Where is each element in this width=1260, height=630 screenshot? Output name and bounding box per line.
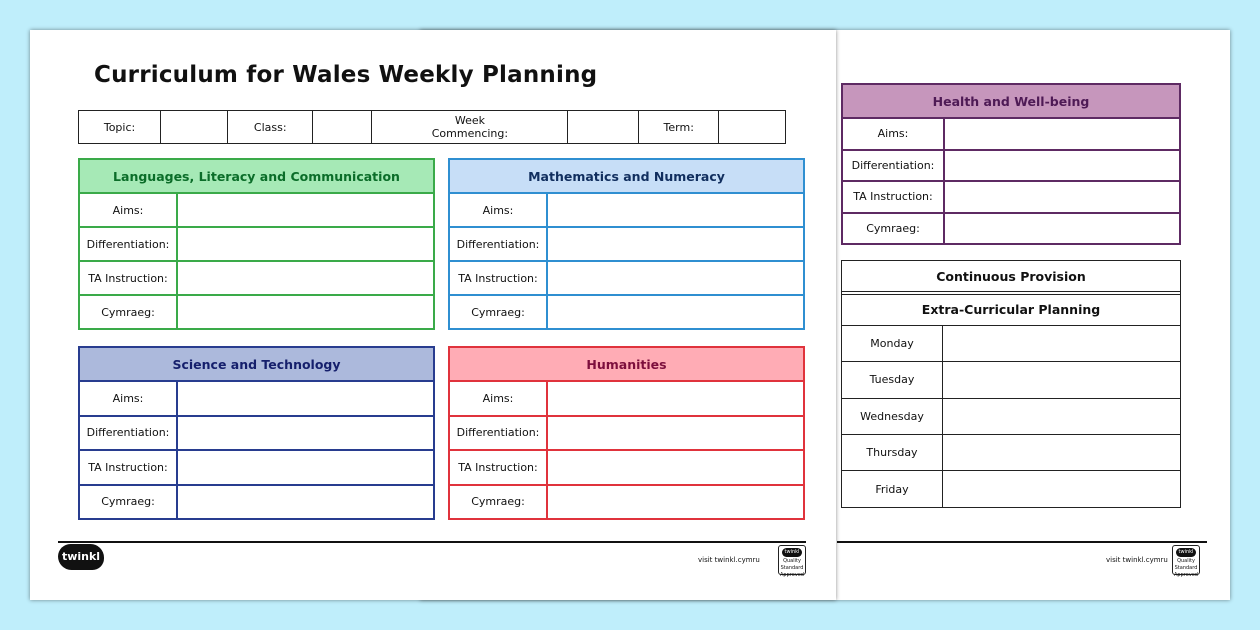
- maths-aims-cell[interactable]: [547, 193, 804, 227]
- science-table: [78, 346, 435, 520]
- visit-link[interactable]: visit twinkl.cymru: [698, 556, 760, 564]
- health-wellbeing-section: [841, 83, 1181, 245]
- humanities-differentiation-cell[interactable]: [547, 416, 804, 451]
- day-cell-friday[interactable]: [943, 471, 1181, 508]
- health-differentiation-cell[interactable]: [944, 150, 1180, 182]
- maths-table: [448, 158, 805, 330]
- health-wellbeing-table: [841, 83, 1181, 245]
- day-cell-tuesday[interactable]: [943, 362, 1181, 398]
- maths-ta-instruction-cell[interactable]: [547, 261, 804, 295]
- cymraeg-label: Cymraeg:: [79, 485, 177, 520]
- llc-differentiation-cell[interactable]: [177, 227, 434, 261]
- differentiation-label: Differentiation:: [842, 150, 944, 182]
- day-cell-monday[interactable]: [943, 325, 1181, 361]
- header-info-table: [78, 110, 786, 144]
- humanities-ta-instruction-cell[interactable]: [547, 450, 804, 485]
- cymraeg-label: Cymraeg:: [449, 485, 547, 520]
- badge-caption: Quality Standard Approved: [780, 558, 804, 578]
- aims-label: Aims:: [79, 193, 177, 227]
- maths-title: Mathematics and Numeracy: [449, 159, 804, 193]
- aims-label: Aims:: [449, 193, 547, 227]
- extra-curricular-title: Extra-Curricular Planning: [842, 294, 1181, 325]
- science-ta-instruction-cell[interactable]: [177, 450, 434, 485]
- continuous-provision-table: [841, 260, 1181, 508]
- health-ta-instruction-cell[interactable]: [944, 181, 1180, 213]
- aims-label: Aims:: [79, 381, 177, 416]
- humanities-cymraeg-cell[interactable]: [547, 485, 804, 520]
- day-cell-wednesday[interactable]: [943, 398, 1181, 434]
- differentiation-label: Differentiation:: [449, 416, 547, 451]
- day-label-thursday: Thursday: [842, 435, 943, 471]
- maths-section: [448, 158, 805, 330]
- day-label-wednesday: Wednesday: [842, 398, 943, 434]
- term-field[interactable]: [719, 111, 786, 144]
- maths-differentiation-cell[interactable]: [547, 227, 804, 261]
- llc-cymraeg-cell[interactable]: [177, 295, 434, 329]
- science-cymraeg-cell[interactable]: [177, 485, 434, 520]
- twinkl-logo-icon: twinkl: [58, 544, 104, 570]
- ta-instruction-label: TA Instruction:: [449, 450, 547, 485]
- week-commencing-field[interactable]: [568, 111, 639, 144]
- topic-label: Topic:: [79, 111, 161, 144]
- badge-logo: twinkl: [782, 548, 802, 557]
- llc-ta-instruction-cell[interactable]: [177, 261, 434, 295]
- maths-cymraeg-cell[interactable]: [547, 295, 804, 329]
- badge-logo: twinkl: [1176, 548, 1196, 557]
- visit-link[interactable]: visit twinkl.cymru: [1106, 556, 1168, 564]
- llc-title: Languages, Literacy and Communication: [79, 159, 434, 193]
- differentiation-label: Differentiation:: [449, 227, 547, 261]
- health-cymraeg-cell[interactable]: [944, 213, 1180, 245]
- page-title: Curriculum for Wales Weekly Planning: [94, 62, 598, 88]
- ta-instruction-label: TA Instruction:: [79, 450, 177, 485]
- cymraeg-label: Cymraeg:: [842, 213, 944, 245]
- week-commencing-label: [372, 111, 568, 144]
- science-title: Science and Technology: [79, 347, 434, 381]
- cymraeg-label: Cymraeg:: [449, 295, 547, 329]
- health-wellbeing-title: Health and Well-being: [842, 84, 1180, 118]
- llc-aims-cell[interactable]: [177, 193, 434, 227]
- aims-label: Aims:: [842, 118, 944, 150]
- badge-caption: Quality Standard Approved: [1174, 558, 1198, 578]
- humanities-table: [448, 346, 805, 520]
- day-label-monday: Monday: [842, 325, 943, 361]
- week-label-line2: Commencing:: [431, 127, 509, 140]
- planning-sheet-front: [30, 30, 836, 600]
- class-label: Class:: [228, 111, 313, 144]
- day-label-friday: Friday: [842, 471, 943, 508]
- quality-badge-icon: [778, 545, 806, 578]
- continuous-provision-title: Continuous Provision: [842, 261, 1181, 292]
- day-label-tuesday: Tuesday: [842, 362, 943, 398]
- humanities-aims-cell[interactable]: [547, 381, 804, 416]
- week-label-line1: Week: [454, 114, 485, 127]
- health-aims-cell[interactable]: [944, 118, 1180, 150]
- aims-label: Aims:: [449, 381, 547, 416]
- humanities-title: Humanities: [449, 347, 804, 381]
- ta-instruction-label: TA Instruction:: [449, 261, 547, 295]
- science-differentiation-cell[interactable]: [177, 416, 434, 451]
- footer-divider: [837, 541, 1207, 543]
- llc-table: [78, 158, 435, 330]
- topic-field[interactable]: [161, 111, 228, 144]
- ta-instruction-label: TA Instruction:: [79, 261, 177, 295]
- day-cell-thursday[interactable]: [943, 435, 1181, 471]
- quality-badge-icon: [1172, 545, 1200, 578]
- cymraeg-label: Cymraeg:: [79, 295, 177, 329]
- ta-instruction-label: TA Instruction:: [842, 181, 944, 213]
- humanities-section: [448, 346, 805, 520]
- footer-divider: [58, 541, 806, 543]
- llc-section: [78, 158, 435, 330]
- science-section: [78, 346, 435, 520]
- class-field[interactable]: [313, 111, 372, 144]
- science-aims-cell[interactable]: [177, 381, 434, 416]
- differentiation-label: Differentiation:: [79, 227, 177, 261]
- term-label: Term:: [639, 111, 719, 144]
- differentiation-label: Differentiation:: [79, 416, 177, 451]
